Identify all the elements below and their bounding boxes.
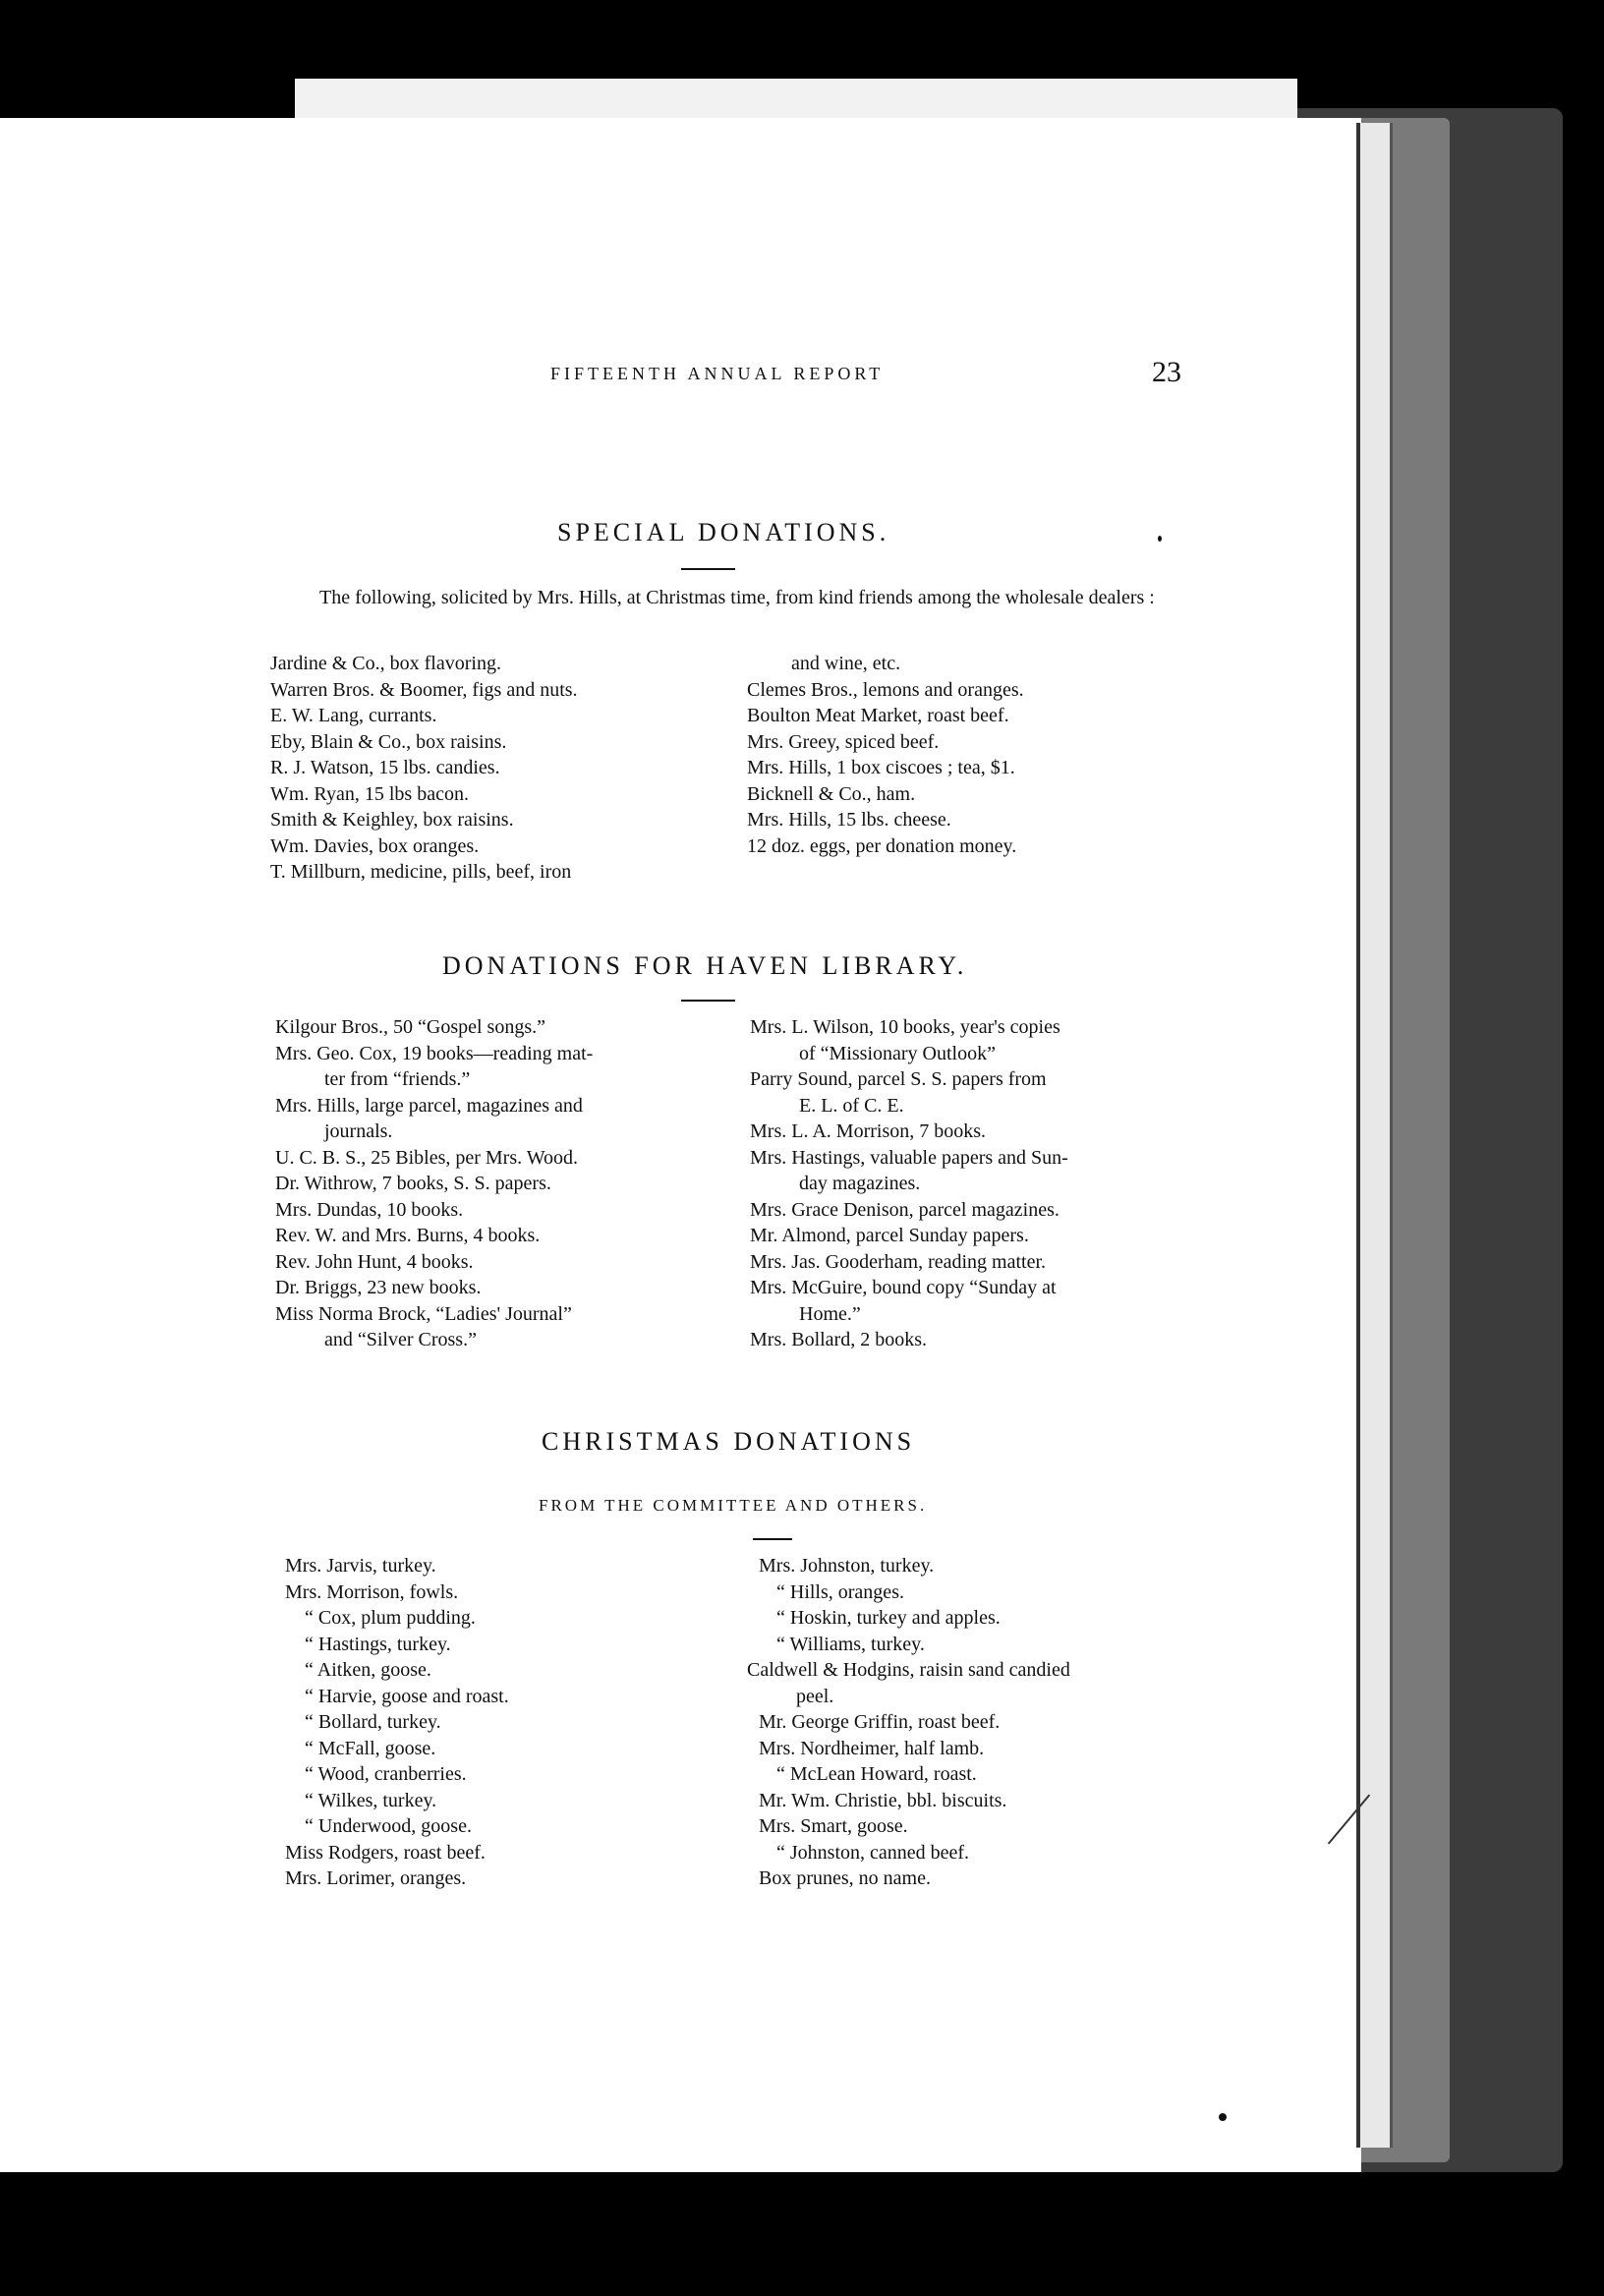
list-item: Boulton Meat Market, roast beef.	[747, 705, 1009, 726]
list-item: Wm. Davies, box oranges.	[270, 834, 480, 857]
list-item: Rev. John Hunt, 4 books.	[275, 1250, 474, 1273]
list-item: Mrs. Hastings, valuable papers and Sun-	[750, 1146, 1068, 1169]
list-item: Mrs. Smart, goose.	[759, 1815, 908, 1837]
list-item: peel.	[796, 1685, 834, 1707]
list-item: “ Cox, plum pudding.	[305, 1607, 476, 1629]
list-item: Mrs. L. A. Morrison, 7 books.	[750, 1120, 987, 1142]
list-item: “ McFall, goose.	[305, 1737, 436, 1759]
title-rule	[753, 1538, 792, 1540]
list-item: and “Silver Cross.”	[324, 1329, 477, 1350]
list-item: Mrs. Hills, 1 box ciscoes ; tea, $1.	[747, 757, 1015, 778]
list-item: “ Harvie, goose and roast.	[305, 1685, 509, 1707]
list-item: Mr. Wm. Christie, bbl. biscuits.	[759, 1789, 1007, 1811]
list-item: R. J. Watson, 15 lbs. candies.	[270, 757, 500, 778]
scan-speck	[101, 946, 104, 963]
list-item: “ Bollard, turkey.	[305, 1711, 441, 1733]
page-fore-edge	[1356, 123, 1393, 2148]
christmas-subtitle: FROM THE COMMITTEE AND OTHERS.	[539, 1496, 928, 1515]
list-item: Kilgour Bros., 50 “Gospel songs.”	[275, 1016, 545, 1038]
book-page	[0, 118, 1361, 2172]
list-item: journals.	[324, 1120, 393, 1142]
list-item: “ Johnston, canned beef.	[776, 1841, 970, 1864]
list-item: Miss Norma Brock, “Ladies' Journal”	[275, 1302, 572, 1325]
list-item: Box prunes, no name.	[759, 1867, 931, 1889]
list-item: T. Millburn, medicine, pills, beef, iron	[270, 861, 572, 883]
library-donations-title: DONATIONS FOR HAVEN LIBRARY.	[442, 951, 968, 980]
list-item: of “Missionary Outlook”	[799, 1042, 996, 1064]
list-item: “ Hoskin, turkey and apples.	[776, 1607, 1001, 1629]
list-item: E. W. Lang, currants.	[270, 705, 437, 726]
list-item: Mrs. Hills, 15 lbs. cheese.	[747, 809, 951, 831]
scan-speck	[1219, 2113, 1227, 2121]
list-item: Mrs. Nordheimer, half lamb.	[759, 1737, 985, 1759]
list-item: 12 doz. eggs, per donation money.	[747, 834, 1017, 857]
special-donations-title: SPECIAL DONATIONS.	[557, 518, 890, 546]
special-right-column	[747, 651, 1024, 859]
special-left-column	[270, 651, 578, 886]
list-item: Bicknell & Co., ham.	[747, 782, 916, 805]
list-item: Mrs. Geo. Cox, 19 books—reading mat-	[275, 1042, 594, 1064]
list-item: Mrs. Morrison, fowls.	[285, 1580, 459, 1603]
list-item: “ Williams, turkey.	[776, 1633, 925, 1655]
running-head: FIFTEENTH ANNUAL REPORT	[550, 364, 885, 383]
list-item: Mr. Almond, parcel Sunday papers.	[750, 1225, 1029, 1246]
list-item: Wm. Ryan, 15 lbs bacon.	[270, 782, 469, 805]
list-item: Parry Sound, parcel S. S. papers from	[750, 1068, 1047, 1090]
library-right-column	[750, 1014, 1068, 1353]
list-item: ter from “friends.”	[324, 1068, 471, 1090]
list-item: “ Hills, oranges.	[776, 1580, 904, 1603]
list-item: E. L. of C. E.	[799, 1094, 904, 1117]
list-item: Miss Rodgers, roast beef.	[285, 1841, 486, 1864]
list-item: Mrs. Hills, large parcel, magazines and	[275, 1094, 583, 1117]
christmas-left-column	[285, 1553, 509, 1892]
list-item: Home.”	[799, 1302, 861, 1325]
list-item: “ McLean Howard, roast.	[776, 1763, 977, 1785]
scan-speck	[98, 781, 101, 803]
scan-speck	[1158, 536, 1162, 542]
list-item: Warren Bros. & Boomer, figs and nuts.	[270, 678, 578, 701]
title-rule	[681, 1000, 735, 1002]
christmas-right-column	[747, 1553, 1070, 1892]
list-item: “ Underwood, goose.	[305, 1815, 472, 1837]
list-item: Rev. W. and Mrs. Burns, 4 books.	[275, 1225, 541, 1246]
list-item: Mrs. McGuire, bound copy “Sunday at	[750, 1277, 1057, 1298]
list-item: Mr. George Griffin, roast beef.	[759, 1711, 1001, 1733]
list-item: Jardine & Co., box flavoring.	[270, 653, 501, 674]
list-item: U. C. B. S., 25 Bibles, per Mrs. Wood.	[275, 1146, 579, 1169]
list-item: “ Wood, cranberries.	[305, 1763, 467, 1785]
library-left-column	[275, 1014, 593, 1353]
list-item: Mrs. Bollard, 2 books.	[750, 1329, 927, 1350]
list-item: Clemes Bros., lemons and oranges.	[747, 678, 1024, 701]
list-item: Mrs. Jarvis, turkey.	[285, 1555, 436, 1577]
list-item: Mrs. Johnston, turkey.	[759, 1555, 935, 1577]
list-item: Dr. Briggs, 23 new books.	[275, 1277, 482, 1298]
list-item: Mrs. Greey, spiced beef.	[747, 730, 940, 753]
list-item: Mrs. L. Wilson, 10 books, year's copies	[750, 1016, 1060, 1038]
title-rule	[681, 568, 735, 570]
list-item: “ Hastings, turkey.	[305, 1633, 451, 1655]
list-item: day magazines.	[799, 1173, 921, 1194]
list-item: Mrs. Lorimer, oranges.	[285, 1867, 467, 1889]
list-item: “ Aitken, goose.	[305, 1659, 431, 1681]
christmas-donations-title: CHRISTMAS DONATIONS	[542, 1427, 916, 1456]
list-item: Eby, Blain & Co., box raisins.	[270, 730, 507, 753]
list-item: “ Wilkes, turkey.	[305, 1789, 437, 1811]
list-item: Mrs. Jas. Gooderham, reading matter.	[750, 1250, 1047, 1273]
list-item: and wine, etc.	[791, 653, 901, 674]
special-intro: The following, solicited by Mrs. Hills, at Christmas time, from kind friends among the wholesale dealers :	[319, 587, 1155, 608]
list-item: Dr. Withrow, 7 books, S. S. papers.	[275, 1173, 551, 1194]
list-item: Mrs. Dundas, 10 books.	[275, 1198, 464, 1221]
list-item: Caldwell & Hodgins, raisin sand candied	[747, 1659, 1070, 1681]
page-number: 23	[1152, 356, 1181, 388]
list-item: Mrs. Grace Denison, parcel magazines.	[750, 1198, 1060, 1221]
list-item: Smith & Keighley, box raisins.	[270, 809, 514, 831]
